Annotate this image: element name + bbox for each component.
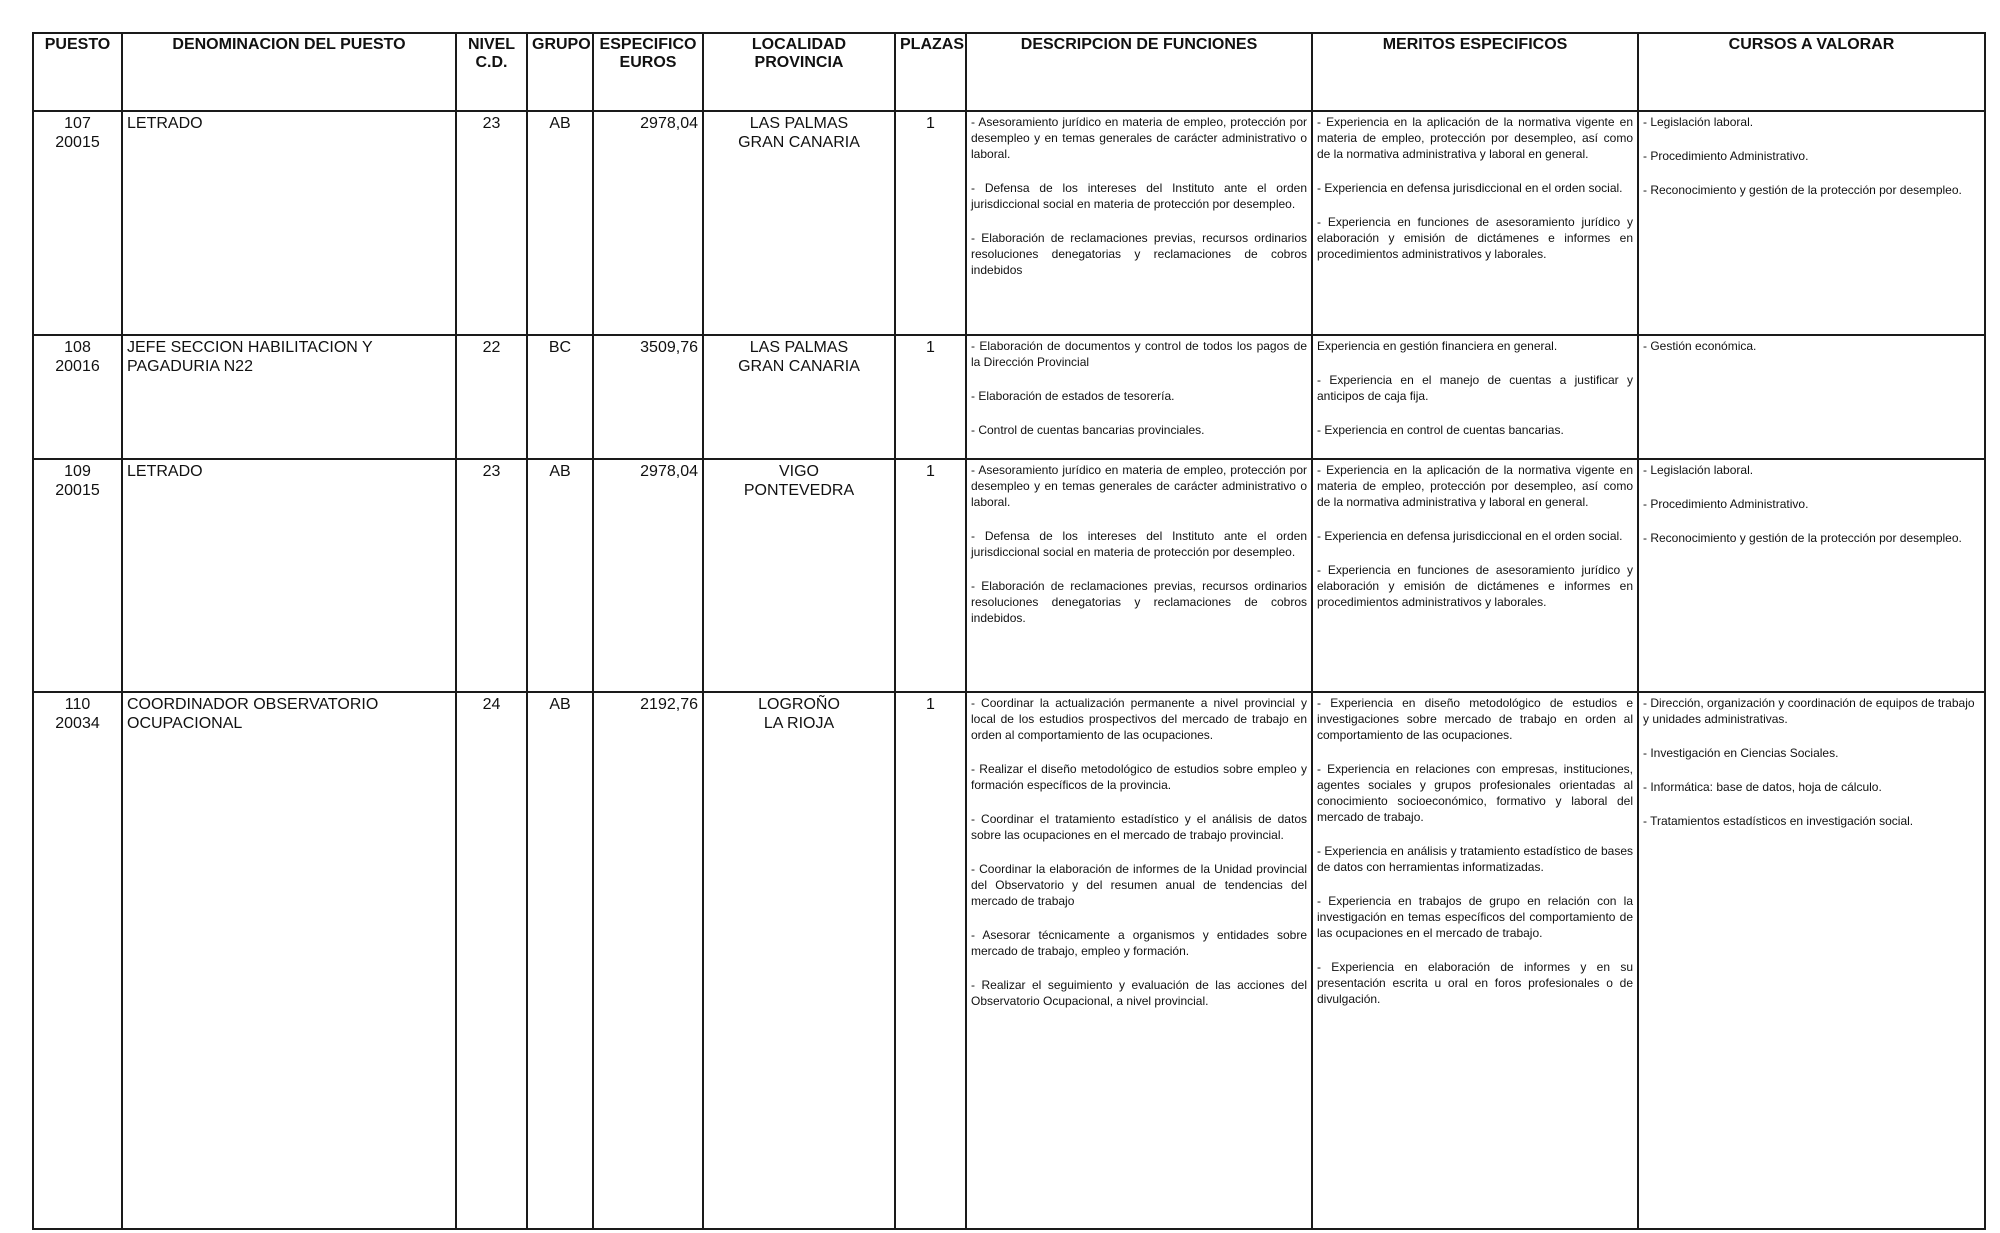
especifico-value: 3509,76: [640, 339, 698, 356]
cell-meritos: [1312, 692, 1638, 1229]
denominacion-text: LETRADO: [127, 115, 203, 132]
cell-especifico: [593, 335, 703, 459]
meritos-item: - Experiencia en la aplicación de la normativa vigente en materia de empleo, protección por desempleo, así como de la normativa administrativa y laboral en general.: [1317, 463, 1633, 509]
cursos-item: - Reconocimiento y gestión de la protección por desempleo.: [1643, 183, 1962, 197]
table-row: [33, 459, 1985, 692]
funciones-item: - Defensa de los intereses del Instituto ante el orden jurisdiccional social en materia de protección por desempleo.: [971, 529, 1307, 559]
grupo-value: AB: [549, 463, 571, 480]
funciones-item: - Asesoramiento jurídico en materia de empleo, protección por desempleo y en temas generales de carácter administrativo o laboral.: [971, 463, 1307, 509]
cursos-item: - Investigación en Ciencias Sociales.: [1643, 746, 1839, 760]
cursos-item: - Gestión económica.: [1643, 339, 1757, 353]
puesto-code: 20034: [55, 715, 100, 732]
header-especifico: ESPECIFICO EUROS: [593, 33, 703, 111]
nivel-value: 23: [482, 115, 501, 132]
cursos-item: - Reconocimiento y gestión de la protección por desempleo.: [1643, 531, 1962, 545]
provincia-value: GRAN CANARIA: [738, 358, 860, 375]
funciones-item: - Coordinar la actualización permanente a nivel provincial y local de los estudios prospectivos del mercado de trabajo en orden al comportamiento de las ocupaciones.: [971, 696, 1307, 742]
cell-especifico: [593, 111, 703, 335]
cell-funciones: [966, 459, 1312, 692]
header-plazas: PLAZAS: [895, 33, 966, 111]
cell-meritos: [1312, 111, 1638, 335]
cell-puesto: [33, 459, 122, 692]
funciones-item: - Asesoramiento jurídico en materia de empleo, protección por desempleo y en temas generales de carácter administrativo o laboral.: [971, 115, 1307, 161]
header-row: [33, 33, 1985, 111]
cell-plazas: [895, 335, 966, 459]
cell-cursos: [1638, 692, 1985, 1229]
cursos-item: - Dirección, organización y coordinación de equipos de trabajo y unidades administrativas.: [1643, 696, 1975, 726]
cell-grupo: [527, 692, 593, 1229]
grupo-value: AB: [549, 696, 571, 713]
plazas-value: 1: [926, 115, 935, 132]
cell-denominacion: [122, 335, 456, 459]
grupo-value: BC: [548, 339, 572, 356]
cell-denominacion: [122, 692, 456, 1229]
cell-nivel: [456, 335, 527, 459]
plazas-value: 1: [926, 463, 935, 480]
positions-table: [32, 32, 1986, 1230]
puesto-code: 20015: [55, 482, 100, 499]
cell-nivel: [456, 111, 527, 335]
meritos-item: - Experiencia en control de cuentas bancarias.: [1317, 423, 1564, 437]
header-meritos: MERITOS ESPECIFICOS: [1312, 33, 1638, 111]
cell-localidad: [703, 459, 895, 692]
localidad-value: LOGROÑO: [758, 696, 840, 713]
header-denominacion: DENOMINACION DEL PUESTO: [122, 33, 456, 111]
cell-funciones: [966, 335, 1312, 459]
denominacion-text: JEFE SECCION HABILITACION Y PAGADURIA N22: [127, 339, 373, 375]
cell-funciones: [966, 692, 1312, 1229]
puesto-number: 107: [64, 115, 91, 132]
plazas-value: 1: [926, 339, 935, 356]
cursos-item: - Procedimiento Administrativo.: [1643, 149, 1809, 163]
cell-cursos: [1638, 459, 1985, 692]
cell-puesto: [33, 692, 122, 1229]
cell-denominacion: [122, 459, 456, 692]
funciones-item: - Elaboración de reclamaciones previas, recursos ordinarios resoluciones denegatorias y reclamaciones de cobros indebidos: [971, 231, 1307, 277]
meritos-item: - Experiencia en funciones de asesoramiento jurídico y elaboración y emisión de dictámenes e informes en procedimientos administrativos y laborales.: [1317, 215, 1633, 261]
header-grupo: GRUPO: [527, 33, 593, 111]
localidad-value: LAS PALMAS: [749, 115, 849, 132]
cursos-item: - Procedimiento Administrativo.: [1643, 497, 1809, 511]
funciones-item: - Control de cuentas bancarias provinciales.: [971, 423, 1205, 437]
cell-puesto: [33, 335, 122, 459]
header-localidad: LOCALIDAD PROVINCIA: [703, 33, 895, 111]
puesto-number: 109: [64, 463, 91, 480]
provincia-value: GRAN CANARIA: [738, 134, 860, 151]
cursos-item: - Tratamientos estadísticos en investigación social.: [1643, 814, 1914, 828]
cell-meritos: [1312, 335, 1638, 459]
funciones-item: - Coordinar el tratamiento estadístico y el análisis de datos sobre las ocupaciones en el mercado de trabajo provincial.: [971, 812, 1307, 842]
nivel-value: 22: [482, 339, 501, 356]
meritos-item: - Experiencia en relaciones con empresas, instituciones, agentes sociales y grupos profesionales orientadas al conocimiento socioeconómico, formativo y laboral del mercado de trabajo.: [1317, 762, 1633, 824]
table-row: [33, 335, 1985, 459]
funciones-item: - Elaboración de reclamaciones previas, recursos ordinarios resoluciones denegatorias y reclamaciones de cobros indebidos.: [971, 579, 1307, 625]
cell-cursos: [1638, 335, 1985, 459]
meritos-item: - Experiencia en defensa jurisdiccional en el orden social.: [1317, 529, 1623, 543]
plazas-value: 1: [926, 696, 935, 713]
header-nivel: NIVEL C.D.: [456, 33, 527, 111]
funciones-item: - Elaboración de estados de tesorería.: [971, 389, 1175, 403]
funciones-item: - Asesorar técnicamente a organismos y entidades sobre mercado de trabajo, empleo y formación.: [971, 928, 1307, 958]
funciones-item: - Realizar el seguimiento y evaluación de las acciones del Observatorio Ocupacional, a nivel provincial.: [971, 978, 1307, 1008]
cell-localidad: [703, 692, 895, 1229]
puesto-number: 110: [64, 696, 91, 713]
puesto-code: 20016: [55, 358, 100, 375]
meritos-item: - Experiencia en el manejo de cuentas a justificar y anticipos de caja fija.: [1317, 373, 1633, 403]
funciones-item: - Realizar el diseño metodológico de estudios sobre empleo y formación específicos de la provincia.: [971, 762, 1307, 792]
cell-especifico: [593, 692, 703, 1229]
header-funciones: DESCRIPCION DE FUNCIONES: [966, 33, 1312, 111]
header-cursos: CURSOS A VALORAR: [1638, 33, 1985, 111]
cell-localidad: [703, 335, 895, 459]
nivel-value: 24: [482, 696, 501, 713]
cell-puesto: [33, 111, 122, 335]
cell-plazas: [895, 692, 966, 1229]
especifico-value: 2978,04: [640, 115, 698, 132]
puesto-number: 108: [64, 339, 91, 356]
cell-grupo: [527, 111, 593, 335]
funciones-item: - Coordinar la elaboración de informes de la Unidad provincial del Observatorio y del resumen anual de tendencias del mercado de trabajo: [971, 862, 1307, 908]
puesto-code: 20015: [55, 134, 100, 151]
meritos-item: - Experiencia en defensa jurisdiccional en el orden social.: [1317, 181, 1623, 195]
meritos-item: Experiencia en gestión financiera en general.: [1317, 339, 1558, 353]
localidad-value: VIGO: [778, 463, 819, 480]
document-page: [32, 32, 1984, 1208]
nivel-value: 23: [482, 463, 501, 480]
grupo-value: AB: [549, 115, 571, 132]
meritos-item: - Experiencia en funciones de asesoramiento jurídico y elaboración y emisión de dictámenes e informes en procedimientos administrativos y laborales.: [1317, 563, 1633, 609]
meritos-item: - Experiencia en trabajos de grupo en relación con la investigación en temas específicos del comportamiento de las ocupaciones en el mercado de trabajo.: [1317, 894, 1633, 940]
meritos-item: - Experiencia en elaboración de informes y en su presentación escrita u oral en foros profesionales o de divulgación.: [1317, 960, 1633, 1006]
table-row: [33, 692, 1985, 1229]
cursos-item: - Legislación laboral.: [1643, 463, 1754, 477]
cell-funciones: [966, 111, 1312, 335]
denominacion-text: COORDINADOR OBSERVATORIO OCUPACIONAL: [127, 696, 379, 732]
meritos-item: - Experiencia en la aplicación de la normativa vigente en materia de empleo, protección por desempleo, así como de la normativa administrativa y laboral en general.: [1317, 115, 1633, 161]
cell-grupo: [527, 459, 593, 692]
cell-localidad: [703, 111, 895, 335]
cell-cursos: [1638, 111, 1985, 335]
cell-meritos: [1312, 459, 1638, 692]
especifico-value: 2192,76: [640, 696, 698, 713]
provincia-value: LA RIOJA: [763, 715, 835, 732]
cell-denominacion: [122, 111, 456, 335]
funciones-item: - Defensa de los intereses del Instituto ante el orden jurisdiccional social en materia de protección por desempleo.: [971, 181, 1307, 211]
cell-plazas: [895, 459, 966, 692]
provincia-value: PONTEVEDRA: [743, 482, 855, 499]
cell-especifico: [593, 459, 703, 692]
table-row: [33, 111, 1985, 335]
especifico-value: 2978,04: [640, 463, 698, 480]
cell-nivel: [456, 692, 527, 1229]
meritos-item: - Experiencia en análisis y tratamiento estadístico de bases de datos con herramientas informatizadas.: [1317, 844, 1633, 874]
cell-plazas: [895, 111, 966, 335]
cursos-item: - Informática: base de datos, hoja de cálculo.: [1643, 780, 1882, 794]
localidad-value: LAS PALMAS: [749, 339, 849, 356]
funciones-item: - Elaboración de documentos y control de todos los pagos de la Dirección Provincial: [971, 339, 1307, 369]
denominacion-text: LETRADO: [127, 463, 203, 480]
cursos-item: - Legislación laboral.: [1643, 115, 1754, 129]
cell-nivel: [456, 459, 527, 692]
header-puesto: PUESTO: [33, 33, 122, 111]
cell-grupo: [527, 335, 593, 459]
meritos-item: - Experiencia en diseño metodológico de estudios e investigaciones sobre mercado de trabajo en orden al comportamiento de las ocupaciones.: [1317, 696, 1633, 742]
